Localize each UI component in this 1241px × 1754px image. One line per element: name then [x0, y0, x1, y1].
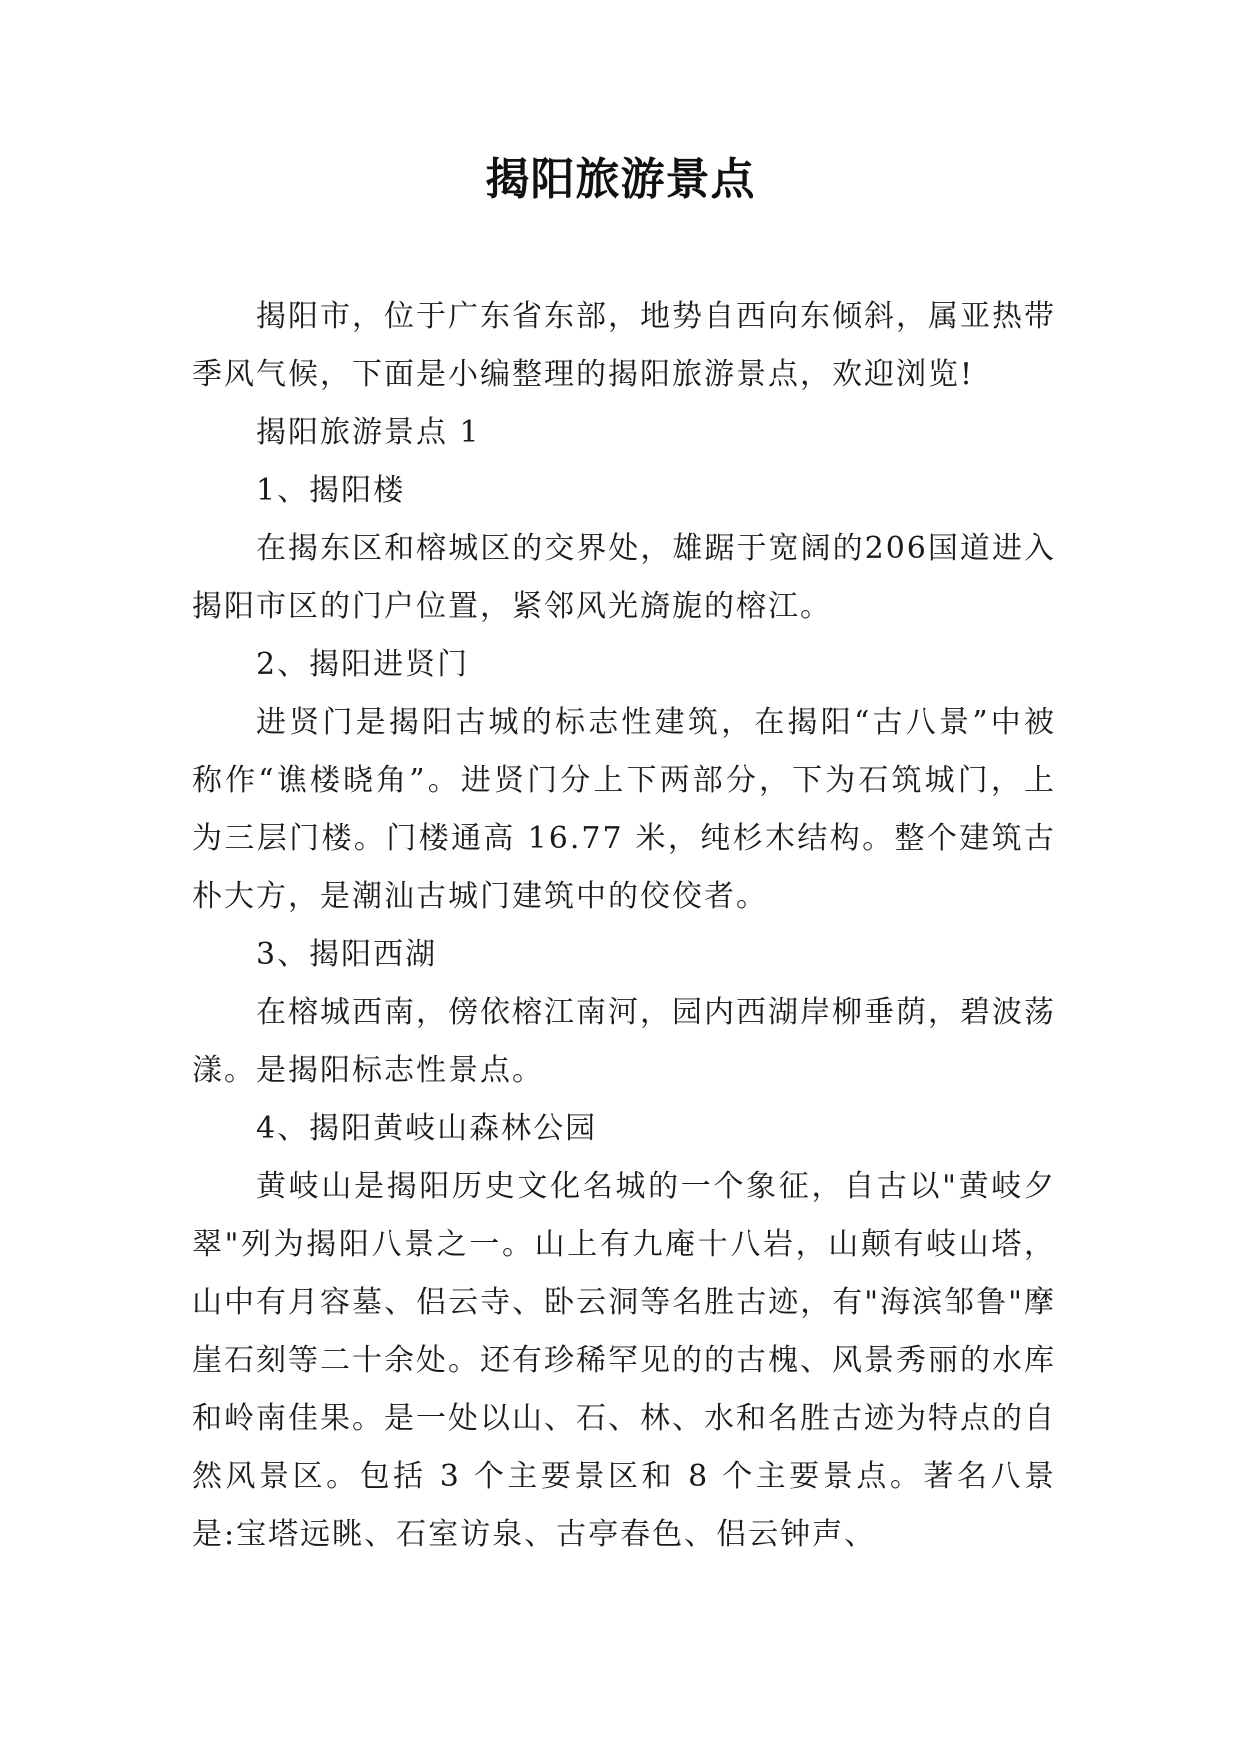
item-text-huangqi-mountain: 黄岐山是揭阳历史文化名城的一个象征，自古以"黄岐夕翠"列为揭阳八景之一。山上有九庵十八岩，山颠有岐山塔，山中有月容墓、侣云寺、卧云洞等名胜古迹，有"海滨邹鲁"摩崖石刻等二十余处。还有珍稀罕见的的古槐、风景秀丽的水库和岭南佳果。是一处以山、石、林、水和名胜古迹为特点的自然风景区。包括 3 个主要景区和 8 个主要景点。著名八景是:宝塔远眺、石室访泉、古亭春色、侣云钟声、	[192, 1169, 1056, 1552]
item-heading-jieyang-tower: 1、揭阳楼	[256, 473, 406, 508]
item-text-jieyang-tower: 在揭东区和榕城区的交界处，雄踞于宽阔的206国道进入揭阳市区的门户位置，紧邻风光旖旎的榕江。	[192, 531, 1056, 624]
item-heading-west-lake: 3、揭阳西湖	[256, 937, 438, 972]
item-heading-huangqi-mountain: 4、揭阳黄岐山森林公园	[256, 1111, 598, 1146]
document-body	[192, 288, 1056, 1564]
document-title: 揭阳旅游景点	[485, 154, 756, 205]
intro-paragraph: 揭阳市，位于广东省东部，地势自西向东倾斜，属亚热带季风气候，下面是小编整理的揭阳旅游景点，欢迎浏览!	[192, 299, 1056, 392]
section-heading: 揭阳旅游景点 1	[256, 415, 481, 450]
item-text-west-lake: 在榕城西南，傍依榕江南河，园内西湖岸柳垂荫，碧波荡漾。是揭阳标志性景点。	[192, 995, 1056, 1088]
item-text-jinxian-gate: 进贤门是揭阳古城的标志性建筑，在揭阳“古八景”中被称作“谯楼晓角”。进贤门分上下两部分，下为石筑城门，上为三层门楼。门楼通高 16.77 米，纯杉木结构。整个建筑古朴大方，是潮汕古城门建筑中的佼佼者。	[192, 705, 1056, 914]
item-heading-jinxian-gate: 2、揭阳进贤门	[256, 647, 470, 682]
